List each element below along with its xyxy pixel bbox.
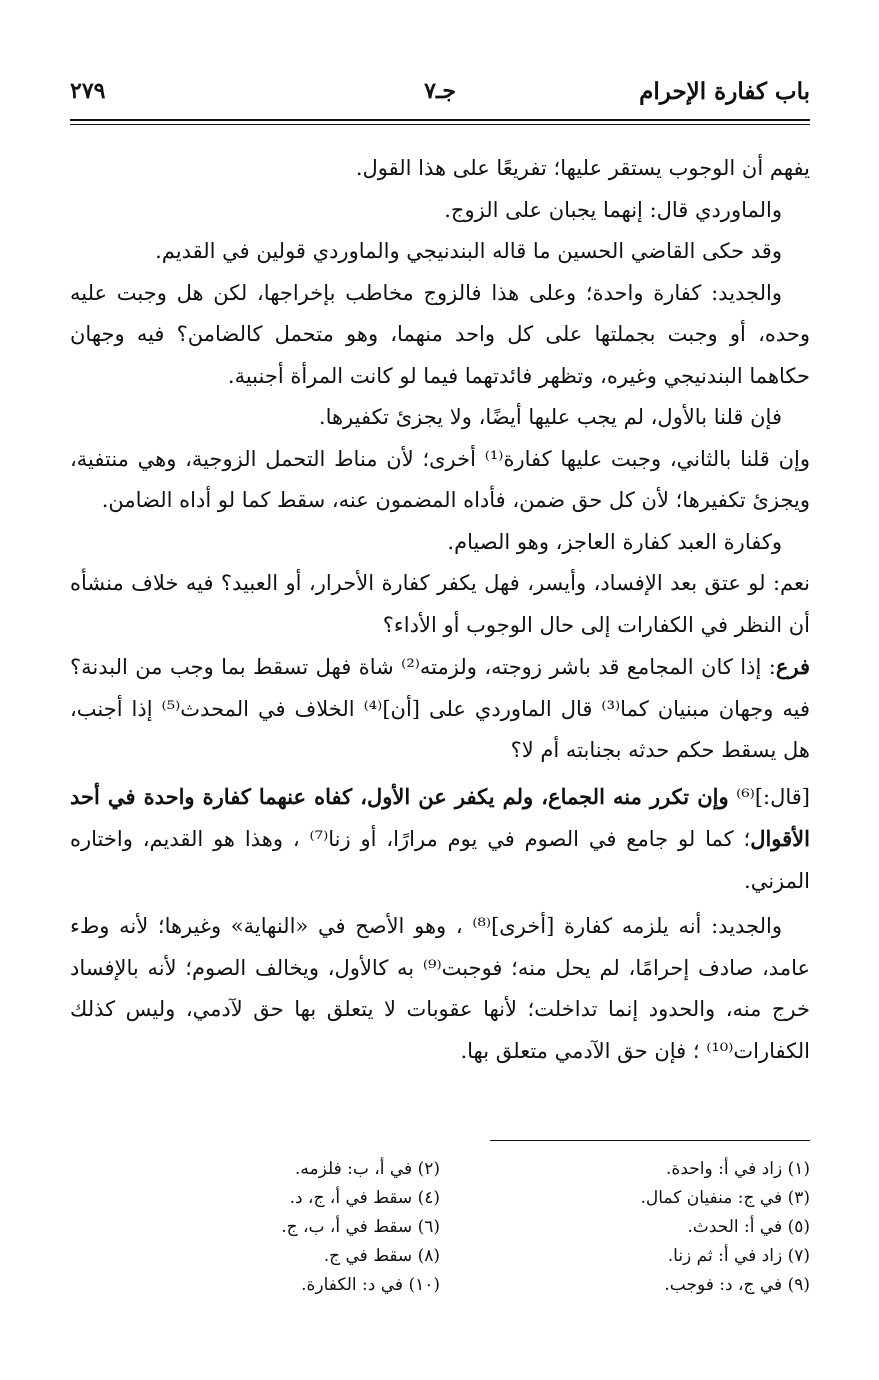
paragraph: والماوردي قال: إنهما يجبان على الزوج. <box>444 197 782 222</box>
footnote: (٢) في أ، ب: فلزمه. <box>294 1159 440 1179</box>
footnote-rule <box>490 1140 810 1141</box>
fara-label: فرع <box>775 654 810 679</box>
matn-paragraph <box>70 776 810 903</box>
footnote: (٩) في ج، د: فوجب. <box>664 1275 810 1295</box>
paragraph: والجديد: أنه يلزمه كفارة [أخرى]⁽⁸⁾ ، وهو الأصح في «النهاية» وغيرها؛ لأنه وطء عامد، صادف إحرامًا، لم يحل منه؛ فوجبت⁽⁹⁾ به كالأول، ويخالف الصوم؛ لأنه بالإفساد خرج منه، والحدود إنما تداخلت؛ لأنها عقوبات لا يتعلق بها حق لآدمي، وليس كذلك الكفارات⁽¹⁰⁾ ؛ فإن حق الآدمي متعلق بها. <box>70 914 810 1063</box>
paragraph: فإن قلنا بالأول، لم يجب عليها أيضًا، ولا يجزئ تكفيرها. <box>318 405 782 429</box>
footnote-row <box>70 1184 810 1213</box>
matn-bold: وإن تكرر منه الجماع، ولم يكفر عن الأول، كفاه عنهما كفارة واحدة في أحد الأقوال <box>70 783 810 851</box>
footnote-row <box>70 1213 810 1242</box>
footnote: (٧) زاد في أ: ثم زنا. <box>667 1246 810 1266</box>
footnote: (٥) في أ: الحدث. <box>687 1217 810 1237</box>
volume-label: جـ٧ <box>424 78 456 104</box>
page-number: ٢٧٩ <box>70 78 106 104</box>
footnote: (٤) سقط في أ، ج، د. <box>289 1188 440 1208</box>
fara-text: : إذا كان المجامع قد باشر زوجته، ولزمته⁽²⁾ شاة فهل تسقط بما وجب من البدنة؟ فيه وجهان مبنيان كما⁽³⁾ قال الماوردي على [أن]⁽⁴⁾ الخلاف في المحدث⁽⁵⁾ إذا أجنب، هل يسقط حكم حدثه بجنابته أم لا؟ <box>70 655 810 762</box>
footnote: (١) زاد في أ: واحدة. <box>666 1159 810 1179</box>
matn-prefix: [قال:]⁽⁶⁾ <box>728 784 810 809</box>
paragraph: وقد حكى القاضي الحسين ما قاله البندنيجي والماوردي قولين في القديم. <box>155 239 782 263</box>
footnote: (١٠) في د: الكفارة. <box>301 1275 440 1295</box>
footnote: (٨) سقط في ج. <box>323 1246 440 1266</box>
running-title: باب كفارة الإحرام <box>639 78 810 105</box>
footnote-row <box>70 1242 810 1271</box>
main-text <box>70 148 810 1072</box>
footnote: (٦) سقط في أ، ب، ج. <box>281 1217 440 1237</box>
header-rule-thin <box>70 124 810 125</box>
paragraph: يفهم أن الوجوب يستقر عليها؛ تفريعًا على هذا القول. <box>355 156 810 180</box>
paragraph: والجديد: كفارة واحدة؛ وعلى هذا فالزوج مخاطب بإخراجها، لكن هل وجبت عليه وحده، أو وجبت بجملتها على كل واحد منهما، وهو متحمل كالضامن؟ فيه وجهان حكاهما البندنيجي وغيره، وتظهر فائدتهما فيما لو كانت المرأة أجنبية. <box>70 280 810 388</box>
header-rule <box>70 119 810 121</box>
paragraph: وإن قلنا بالثاني، وجبت عليها كفارة⁽¹⁾ أخرى؛ لأن مناط التحمل الزوجية، وهي منتفية، ويجزئ تكفيرها؛ لأن كل حق ضمن، فأداه المضمون عنه، سقط كما لو أداه الضامن. <box>70 446 810 512</box>
fara-paragraph <box>70 646 810 772</box>
matn-rest: ؛ كما لو جامع في الصوم في يوم مرارًا، أو زنا⁽⁷⁾ ، وهذا هو القديم، واختاره المزني. <box>70 827 810 893</box>
footnotes <box>70 1155 810 1300</box>
page-header <box>70 78 810 114</box>
paragraph: نعم: لو عتق بعد الإفساد، وأيسر، فهل يكفر كفارة الأحرار، أو العبيد؟ فيه خلاف منشأه أن النظر في الكفارات إلى حال الوجوب أو الأداء؟ <box>70 571 810 637</box>
paragraph: وكفارة العبد كفارة العاجز، وهو الصيام. <box>447 529 782 554</box>
footnote: (٣) في ج: منفيان كمال. <box>640 1188 810 1208</box>
footnote-row <box>70 1271 810 1300</box>
footnote-row <box>70 1155 810 1184</box>
